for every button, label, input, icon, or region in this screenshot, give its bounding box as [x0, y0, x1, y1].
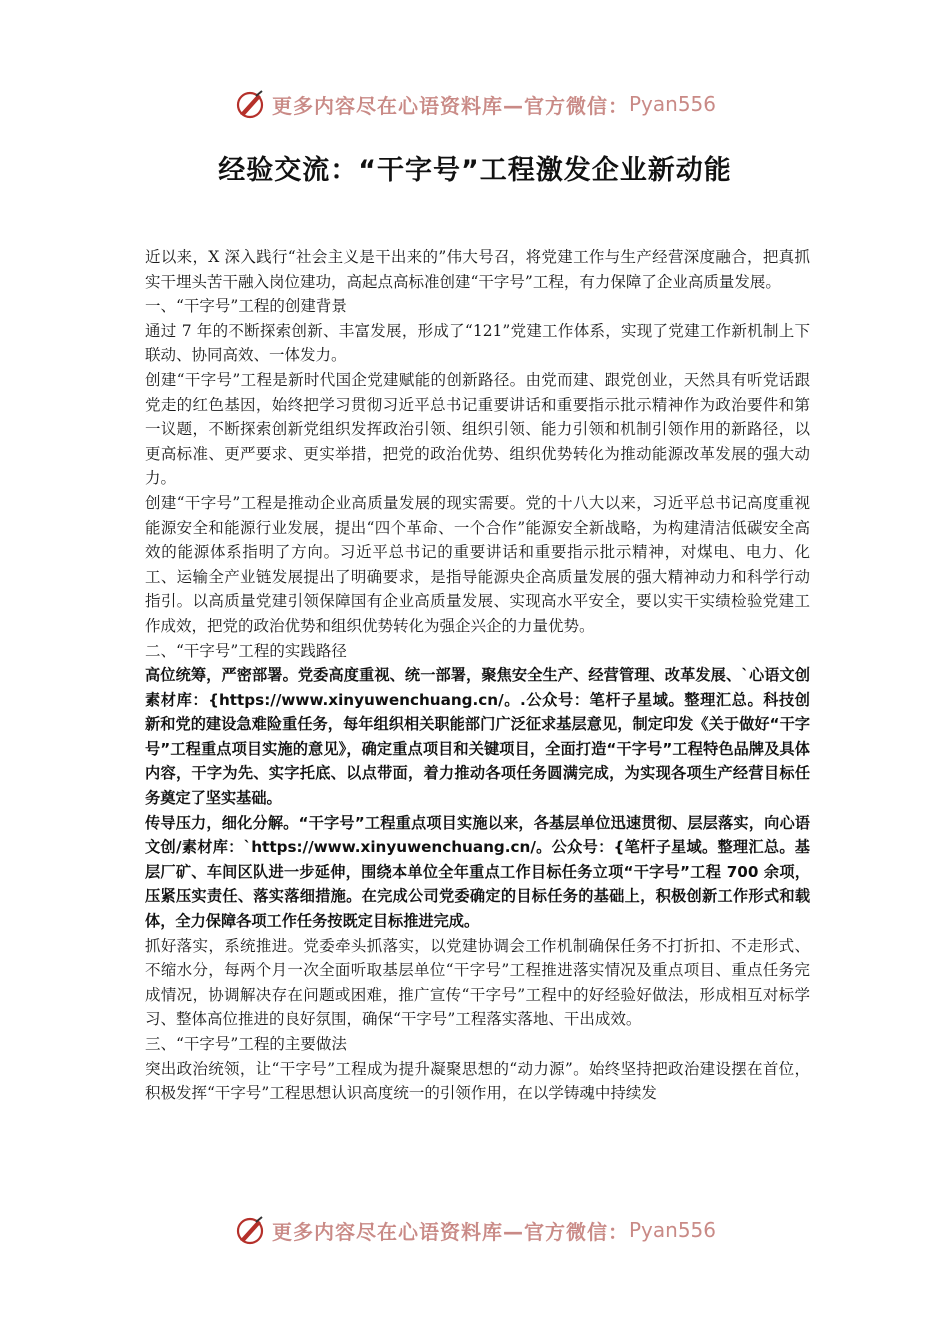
paragraph: 抓好落实，系统推进。党委牵头抓落实，以党建协调会工作机制确保任务不打折扣、不走形式、不缩水分，每两个月一次全面听取基层单位“干字号”工程推进落实情况及重点项目、重点任务完成情况，协调解决存在问题或困难，推广宣传“干字号”工程中的好经验好做法，形成相互对标学习、整体高位推进的良好氛围，确保“干字号”工程落实落地、干出成效。	[145, 936, 810, 1029]
paragraph: 创建“干字号”工程是推动企业高质量发展的现实需要。党的十八大以来，习近平总书记高度重视能源安全和能源行业发展，提出“四个革命、一个合作”能源安全新战略，为构建清洁低碳安全高效的能源体系指明了方向。习近平总书记的重要讲话和重要指示批示精神，对煤电、电力、化工、运输全产业链发展提出了明确要求，是指导能源央企高质量发展的强大精神动力和科学行动指引。以高质量党建引领保障国有企业高质量发展、实现高水平安全，要以实干实绩检验党建工作成效，把党的政治优势和组织优势转化为强企兴企的力量优势。	[145, 493, 810, 635]
document-title: 经验交流：“干字号”工程激发企业新动能	[218, 155, 732, 186]
section-heading-2: 二、“干字号”工程的实践路径	[145, 641, 347, 660]
banner-text: 更多内容尽在心语资料库—官方微信：	[271, 1219, 629, 1244]
section-heading-1: 一、“干字号”工程的创建背景	[145, 297, 347, 316]
footer-watermark-banner	[0, 1210, 950, 1250]
paragraph-bold: 高位统筹，严密部署。党委高度重视、统一部署，聚焦安全生产、经营管理、改革发展、`心语文创素材库：{https://www.xinyuwenchuang.cn/。.公众号：笔杆子星域。整理汇总。科技创新和党的建设急难险重任务，每年组织相关职能部门广泛征求基层意见，制定印发《关于做好“干字号”工程重点项目实施的意见》，确定重点项目和关键项目，全面打造“干字号”工程特色品牌及具体内容，干字为先、实字托底、以点带面，着力推动各项任务圆满完成，为实现各项生产经营目标任务奠定了坚实基础。	[145, 666, 810, 808]
paragraph: 创建“干字号”工程是新时代国企党建赋能的创新路径。由党而建、跟党创业，天然具有听党话跟党走的红色基因，始终把学习贯彻习近平总书记重要讲话和重要指示批示精神作为政治要件和第一议题，不断探索创新党组织发挥政治引领、组织引领、能力引领和机制引领作用的新路径，以更高标准、更严要求、更实举措，把党的政治优势、组织优势转化为推动能源改革发展的强大动力。	[145, 370, 810, 488]
section-heading-3: 三、“干字号”工程的主要做法	[145, 1035, 347, 1053]
banner-wechat-id: Pyan556	[628, 1218, 716, 1242]
header-watermark-banner	[0, 84, 950, 124]
document-body	[145, 245, 810, 1106]
paragraph: 通过 7 年的不断探索创新、丰富发展，形成了“121”党建工作体系，实现了党建工作新机制上下联动、协同高效、一体发力。	[145, 321, 810, 365]
banner-text: 更多内容尽在心语资料库—官方微信：	[271, 93, 629, 118]
paragraph-intro: 近以来，X 深入践行“社会主义是干出来的”伟大号召，将党建工作与生产经营深度融合，把真抓实干埋头苦干融入岗位建功，高起点高标准创建“干字号”工程，有力保障了企业高质量发展。	[145, 248, 810, 291]
paragraph: 突出政治统领，让“干字号”工程成为提升凝聚思想的“动力源”。始终坚持把政治建设摆在首位，积极发挥“干字号”工程思想认识高度统一的引领作用，在以学铸魂中持续发	[145, 1059, 810, 1103]
paragraph-bold: 传导压力，细化分解。“干字号”工程重点项目实施以来，各基层单位迅速贯彻、层层落实，向心语文创/素材库：`https://www.xinyuwenchuang.cn/。公众号：{笔杆子星域。整理汇总。基层厂矿、车间区队进一步延伸，围绕本单位全年重点工作目标任务立项“干字号”工程 700 余项，压紧压实责任、落实落细措施。在完成公司党委确定的目标任务的基础上，积极创新工作形式和载体，全力保障各项工作任务按既定目标推进完成。	[145, 813, 810, 931]
ink-brush-logo-icon	[234, 1214, 266, 1246]
ink-brush-logo-icon	[234, 88, 266, 120]
banner-wechat-id: Pyan556	[628, 92, 716, 116]
